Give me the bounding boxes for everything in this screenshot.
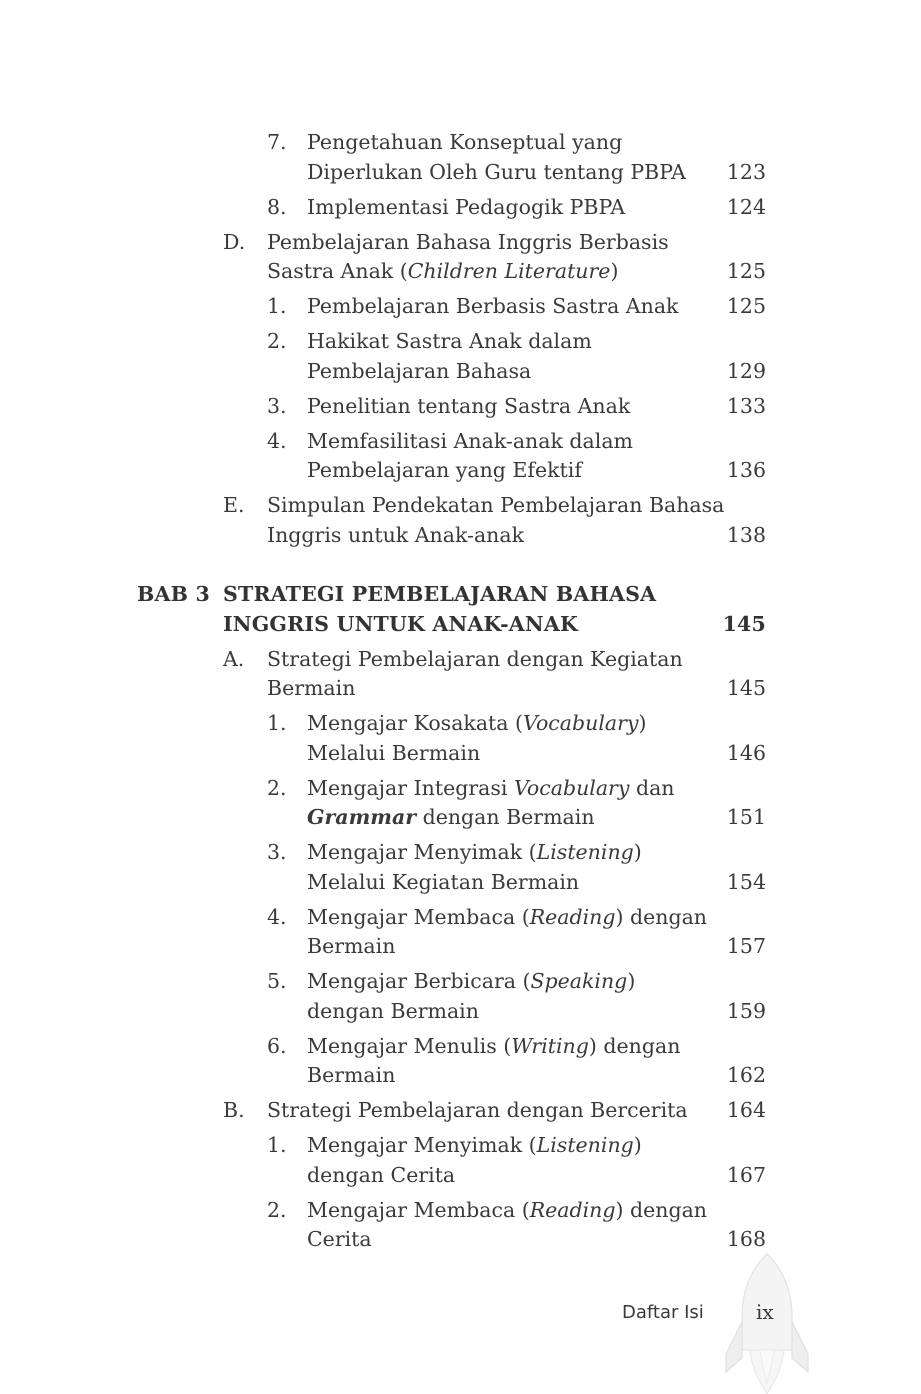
toc-entry-title — [307, 193, 717, 223]
toc-entry-number: 2. — [267, 1197, 287, 1222]
toc-entry-title-part: Mengajar Menyimak ( — [307, 1133, 537, 1157]
toc-entry-title-part: Vocabulary — [523, 711, 639, 735]
toc-subsection — [0, 967, 921, 1026]
toc-entry-title — [267, 491, 727, 550]
toc-entry-title — [267, 1096, 727, 1126]
toc-entry-title — [307, 967, 717, 1026]
toc-entry-title-part: Mengajar Membaca ( — [307, 904, 530, 929]
toc-entry-title-part: ) dengan Bermain — [307, 1033, 681, 1087]
toc-entry-title-part: Listening — [536, 1133, 634, 1157]
toc-entry-number: A. — [223, 646, 245, 671]
toc-section — [0, 645, 921, 704]
toc-entry-title-part: ) dengan Bermain — [307, 904, 708, 958]
toc-entry-title-part: Vocabulary — [513, 775, 630, 800]
toc-entry-title-part: Mengajar Menulis ( — [307, 1033, 512, 1058]
toc-entry-title-part: Mengajar Membaca ( — [307, 1197, 530, 1222]
toc-entry-title-part: Writing — [511, 1033, 589, 1058]
toc-entry-title-part: Hakikat Sastra Anak dalam Pembelajaran Bahasa — [307, 329, 592, 383]
toc-entry-title-part: Speaking — [530, 969, 628, 993]
toc-section — [0, 1096, 921, 1126]
toc-entry-number: 5. — [267, 969, 287, 993]
toc-entry-page: 159 — [726, 998, 766, 1023]
toc-entry-number: 2. — [267, 329, 287, 353]
toc-entry-title-part: Mengajar Kosakata ( — [307, 711, 524, 735]
toc-subsection — [0, 427, 921, 486]
toc-entry-page: 146 — [726, 740, 766, 765]
toc-entry-title-part: Penelitian tentang Sastra Anak — [307, 393, 631, 418]
toc-entry-page: 145 — [726, 676, 766, 700]
toc-entry-page: 151 — [726, 805, 766, 829]
footer-page-number: ix — [756, 1300, 774, 1324]
toc-entry-page: 125 — [726, 294, 766, 318]
toc-entry-title — [267, 228, 727, 287]
toc-entry-title — [223, 580, 743, 639]
toc-entry-number: E. — [223, 493, 245, 517]
toc-entry-title — [307, 903, 717, 962]
toc-entry-number: D. — [223, 229, 246, 254]
toc-entry-title — [307, 392, 717, 422]
toc-entry-number: B. — [223, 1098, 245, 1122]
toc-entry-title-part: Memfasilitasi Anak-anak dalam Pembelajaran yang Efektif — [307, 428, 633, 482]
toc-entry-title — [307, 774, 717, 833]
toc-entry-title-part: Mengajar Menyimak ( — [307, 840, 537, 864]
toc-entry-number: 4. — [267, 904, 287, 929]
toc-subsection — [0, 327, 921, 386]
toc-entry-number: 3. — [267, 393, 287, 418]
toc-entry-number: 3. — [267, 840, 287, 864]
toc-subsection — [0, 392, 921, 422]
toc-subsection — [0, 1131, 921, 1190]
toc-subsection — [0, 1032, 921, 1091]
toc-entry-number: 4. — [267, 428, 287, 453]
toc-entry-page: 167 — [726, 1162, 766, 1187]
toc-entry-title-part: Pembelajaran Berbasis Sastra Anak — [307, 294, 679, 318]
toc-entry-title-part: Mengajar Berbicara ( — [307, 969, 531, 993]
toc-entry-title-part: Children Literature — [407, 259, 611, 283]
toc-entry-title-part: Simpulan Pendekatan Pembelajaran Bahasa Inggris untuk Anak-anak — [267, 493, 725, 547]
toc-entry-page: 138 — [726, 522, 766, 547]
toc-subsection — [0, 193, 921, 223]
toc-subsection — [0, 774, 921, 833]
toc-entry-number: 1. — [267, 711, 287, 735]
toc-entry-page: 154 — [726, 869, 766, 894]
toc-chapter — [0, 580, 921, 639]
toc-section — [0, 491, 921, 550]
toc-entry-title-part: ) dengan Cerita — [307, 1133, 642, 1187]
toc-entry-number: 2. — [267, 775, 287, 800]
toc-entry-title-part: Implementasi Pedagogik PBPA — [307, 194, 626, 219]
toc-subsection — [0, 903, 921, 962]
toc-entry-title — [307, 327, 717, 386]
toc-entry-title-part: Mengajar Integrasi — [307, 775, 514, 800]
toc-entry-title — [307, 427, 717, 486]
toc-entry-title — [307, 128, 717, 187]
footer-section-label: Daftar Isi — [622, 1302, 704, 1323]
toc-entry-title — [307, 1131, 717, 1190]
toc-entry-page: 125 — [726, 259, 766, 283]
toc-entry-page: 123 — [726, 159, 766, 184]
toc-entry-title — [307, 1032, 717, 1091]
toc-entry-number: 7. — [267, 130, 287, 154]
toc-entry-page: 129 — [726, 358, 766, 383]
toc-entry-title-part: ) dengan Cerita — [307, 1197, 708, 1251]
toc-section — [0, 228, 921, 287]
toc-entry-number: 1. — [267, 294, 287, 318]
toc-entry-title — [307, 709, 717, 768]
toc-entry-number: 1. — [267, 1133, 287, 1157]
toc-entry-page: 157 — [726, 934, 766, 958]
toc-entry-title-part: Pembelajaran Bahasa Inggris Berbasis Sastra Anak ( — [267, 229, 669, 283]
toc-entry-title-part: ) Melalui Kegiatan Bermain — [307, 840, 642, 894]
toc-entry-page: 162 — [726, 1063, 766, 1087]
toc-entry-title — [267, 645, 727, 704]
toc-entry-title — [307, 292, 717, 322]
toc-entry-page: 124 — [726, 194, 766, 219]
toc-subsection — [0, 838, 921, 897]
toc-subsection — [0, 292, 921, 322]
toc-entry-title-part: Pengetahuan Konseptual yang Diperlukan Oleh Guru tentang PBPA — [307, 130, 686, 184]
toc-entry-number: BAB 3 — [137, 582, 210, 606]
toc-entry-title-part: STRATEGI PEMBELAJARAN BAHASA INGGRIS UNTUK ANAK-ANAK — [223, 582, 657, 636]
toc-entry-title-part: ) — [610, 259, 619, 283]
toc-entry-title-part: Strategi Pembelajaran dengan Bercerita — [267, 1098, 688, 1122]
toc-entry-number: 8. — [267, 194, 287, 219]
toc-entry-page: 136 — [726, 458, 766, 482]
toc-entry-title-part: Grammar — [307, 805, 417, 829]
toc-subsection — [0, 709, 921, 768]
toc-entry-number: 6. — [267, 1033, 287, 1058]
toc-entry-title-part: ) dengan Bermain — [307, 969, 636, 1023]
toc-entry-title — [307, 1196, 717, 1255]
toc-subsection — [0, 1196, 921, 1255]
toc-entry-title-part: Reading — [529, 1197, 616, 1222]
toc-entry-title — [307, 838, 717, 897]
toc-entry-title-part: Reading — [529, 904, 616, 929]
table-of-contents — [0, 128, 921, 1260]
toc-entry-title-part: dengan Bermain — [416, 805, 595, 829]
toc-entry-page: 133 — [726, 393, 766, 418]
toc-entry-page: 164 — [726, 1098, 766, 1122]
toc-entry-title-part: dan — [629, 775, 675, 800]
toc-entry-title-part: ) Melalui Bermain — [307, 711, 647, 765]
toc-entry-title-part: Listening — [536, 840, 634, 864]
toc-entry-page: 145 — [722, 611, 766, 636]
toc-entry-title-part: Strategi Pembelajaran dengan Kegiatan Bermain — [267, 646, 683, 700]
toc-entry-page: 168 — [726, 1227, 766, 1251]
toc-subsection — [0, 128, 921, 187]
